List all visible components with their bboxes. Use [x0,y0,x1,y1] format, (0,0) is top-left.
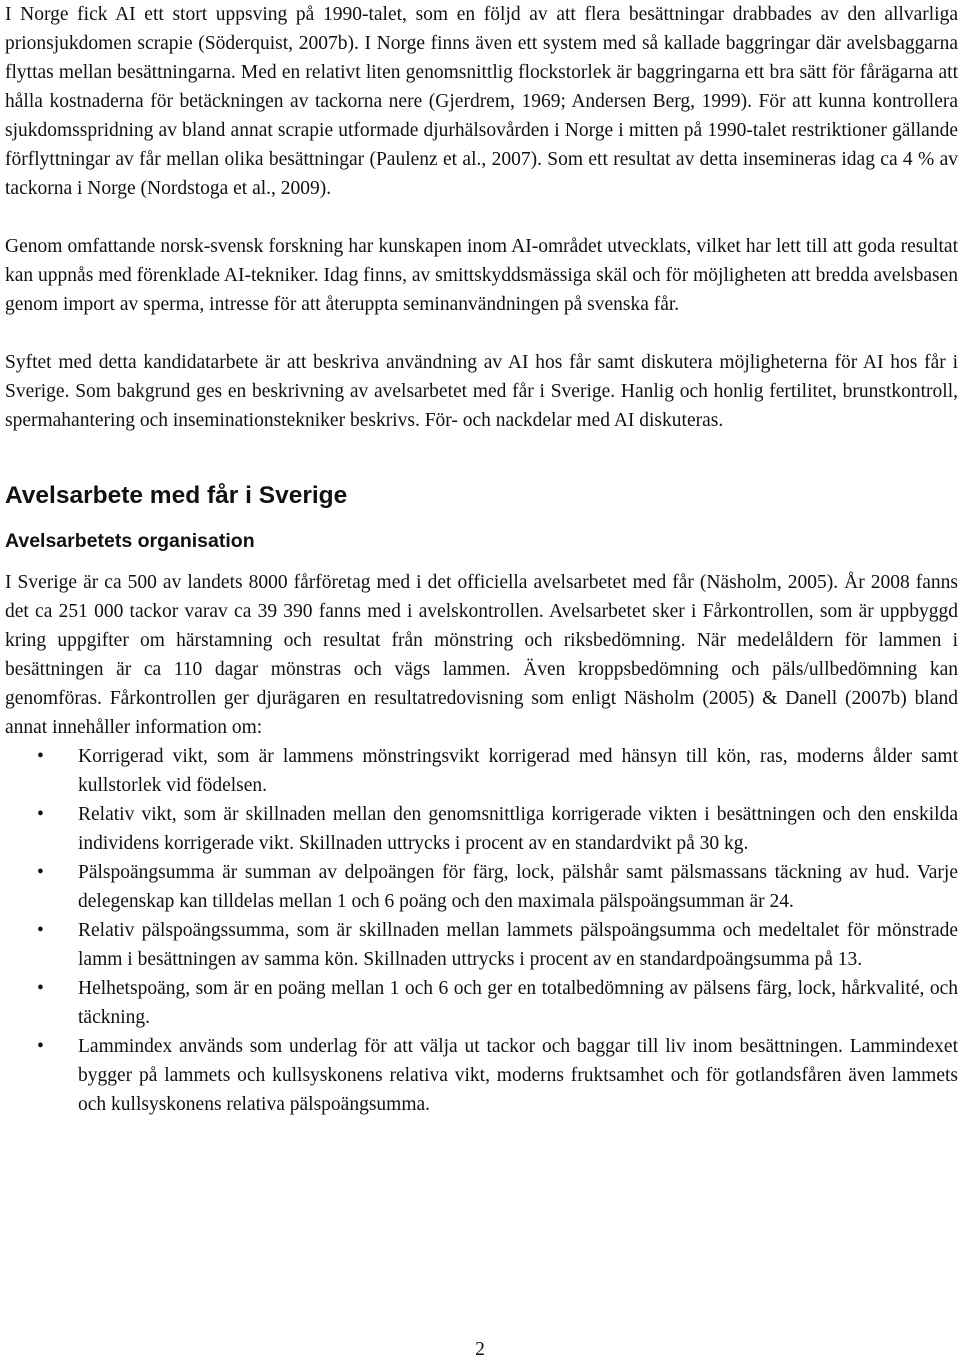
list-item-text: Pälspoängsumma är summan av delpoängen för färg, lock, pälshår samt pälsmassans täckning av hud. Varje delegenskap kan tilldelas mellan 1 och 6 poäng och den maximala pälspoängsumman är 24. [78,862,958,912]
bullet-list [5,742,958,1119]
list-item-text: Korrigerad vikt, som är lammens mönstringsvikt korrigerad med hänsyn till kön, ras, moderns ålder samt kullstorlek vid födelsen. [78,746,958,796]
list-item [5,1032,958,1119]
paragraph-purpose: Syftet med detta kandidatarbete är att beskriva användning av AI hos får samt diskutera möjligheterna för AI hos får i Sverige. Som bakgrund ges en beskrivning av avelsarbetet med får i Sverige. Hanlig och honlig fertilitet, brunstkontroll, spermahantering och inseminationstekniker beskrivs. För- och nackdelar med AI diskuteras. [5,352,958,431]
bullet-icon: • [37,746,44,767]
list-item-text: Helhetspoäng, som är en poäng mellan 1 och 6 och ger en totalbedömning av pälsens färg, lock, hårkvalité, och täckning. [78,978,958,1028]
list-item-text: Lammindex används som underlag för att välja ut tackor och baggar till liv inom besättningen. Lammindexet bygger på lammets och kullsyskonens relativa vikt, moderns fruktsamhet och för gotlandsfåren även lammets och kullsyskonens relativa pälspoängsumma. [78,1036,958,1115]
paragraph-norway-ai: I Norge fick AI ett stort uppsving på 1990-talet, som en följd av att flera besättningar drabbades av den allvarliga prionsjukdomen scrapie (Söderquist, 2007b). I Norge finns även ett system med så kallade baggringar där avelsbaggarna flyttas mellan besättningarna. Med en relativt liten genomsnittlig flockstorlek är baggringarna ett bra sätt för fårägarna att hålla kostnaderna för betäckningen av tackorna nere (Gjerdrem, 1969; Andersen Berg, 1999). För att kunna kontrollera sjukdomsspridning av bland annat scrapie utformade djurhälsovården i Norge i mitten på 1990-talet restriktioner gällande förflyttningar av får mellan olika besättningar (Paulenz et al., 2007). Som ett resultat av detta insemineras idag ca 4 % av tackorna i Norge (Nordstoga et al., 2009). [5,4,958,199]
list-item-text: Relativ pälspoängssumma, som är skillnaden mellan lammets pälspoängsumma och medeltalet för mönstrade lamm i besättningen av samma kön. Skillnaden uttrycks i procent av en standardpoängsumma på 13. [78,920,958,970]
bullet-icon: • [37,862,44,883]
subsection-heading: Avelsarbetets organisation [5,530,255,552]
list-item-text: Relativ vikt, som är skillnaden mellan den genomsnittliga korrigerade vikten i besättningen och den enskilda individens korrigerade vikt. Skillnaden uttrycks i procent av en standardvikt på 30 kg. [78,804,958,854]
paragraph-research: Genom omfattande norsk-svensk forskning har kunskapen inom AI-området utvecklats, vilket har lett till att goda resultat kan uppnås med förenklade AI-tekniker. Idag finns, av smittskyddsmässiga skäl och för möjligheten att bredda avelsbasen genom import av sperma, intresse för att återuppta seminanvändningen på svenska får. [5,236,958,315]
bullet-icon: • [37,804,44,825]
bullet-icon: • [37,1036,44,1057]
list-item [5,974,958,1032]
list-item [5,742,958,800]
list-item [5,916,958,974]
list-item [5,800,958,858]
paragraph-organisation: I Sverige är ca 500 av landets 8000 fårföretag med i det officiella avelsarbetet med får (Näsholm, 2005). År 2008 fanns det ca 251 000 tackor varav ca 39 390 fanns med i avelskontrollen. Avelsarbetet sker i Fårkontrollen, som är uppbyggd kring uppgifter om härstamning och resultat från mönstring och riksbedömning. När medelåldern för lammen i besättningen är ca 110 dagar mönstras och vägs lammen. Även kroppsbedömning och päls/ullbedömning kan genomföras. Fårkontrollen ger djurägaren en resultatredovisning som enligt Näsholm (2005) & Danell (2007b) bland annat innehåller information om: [5,572,958,738]
list-item [5,858,958,916]
page-number: 2 [475,1339,485,1360]
section-heading: Avelsarbete med får i Sverige [5,482,348,509]
document-page [5,0,958,1119]
bullet-icon: • [37,920,44,941]
bullet-icon: • [37,978,44,999]
